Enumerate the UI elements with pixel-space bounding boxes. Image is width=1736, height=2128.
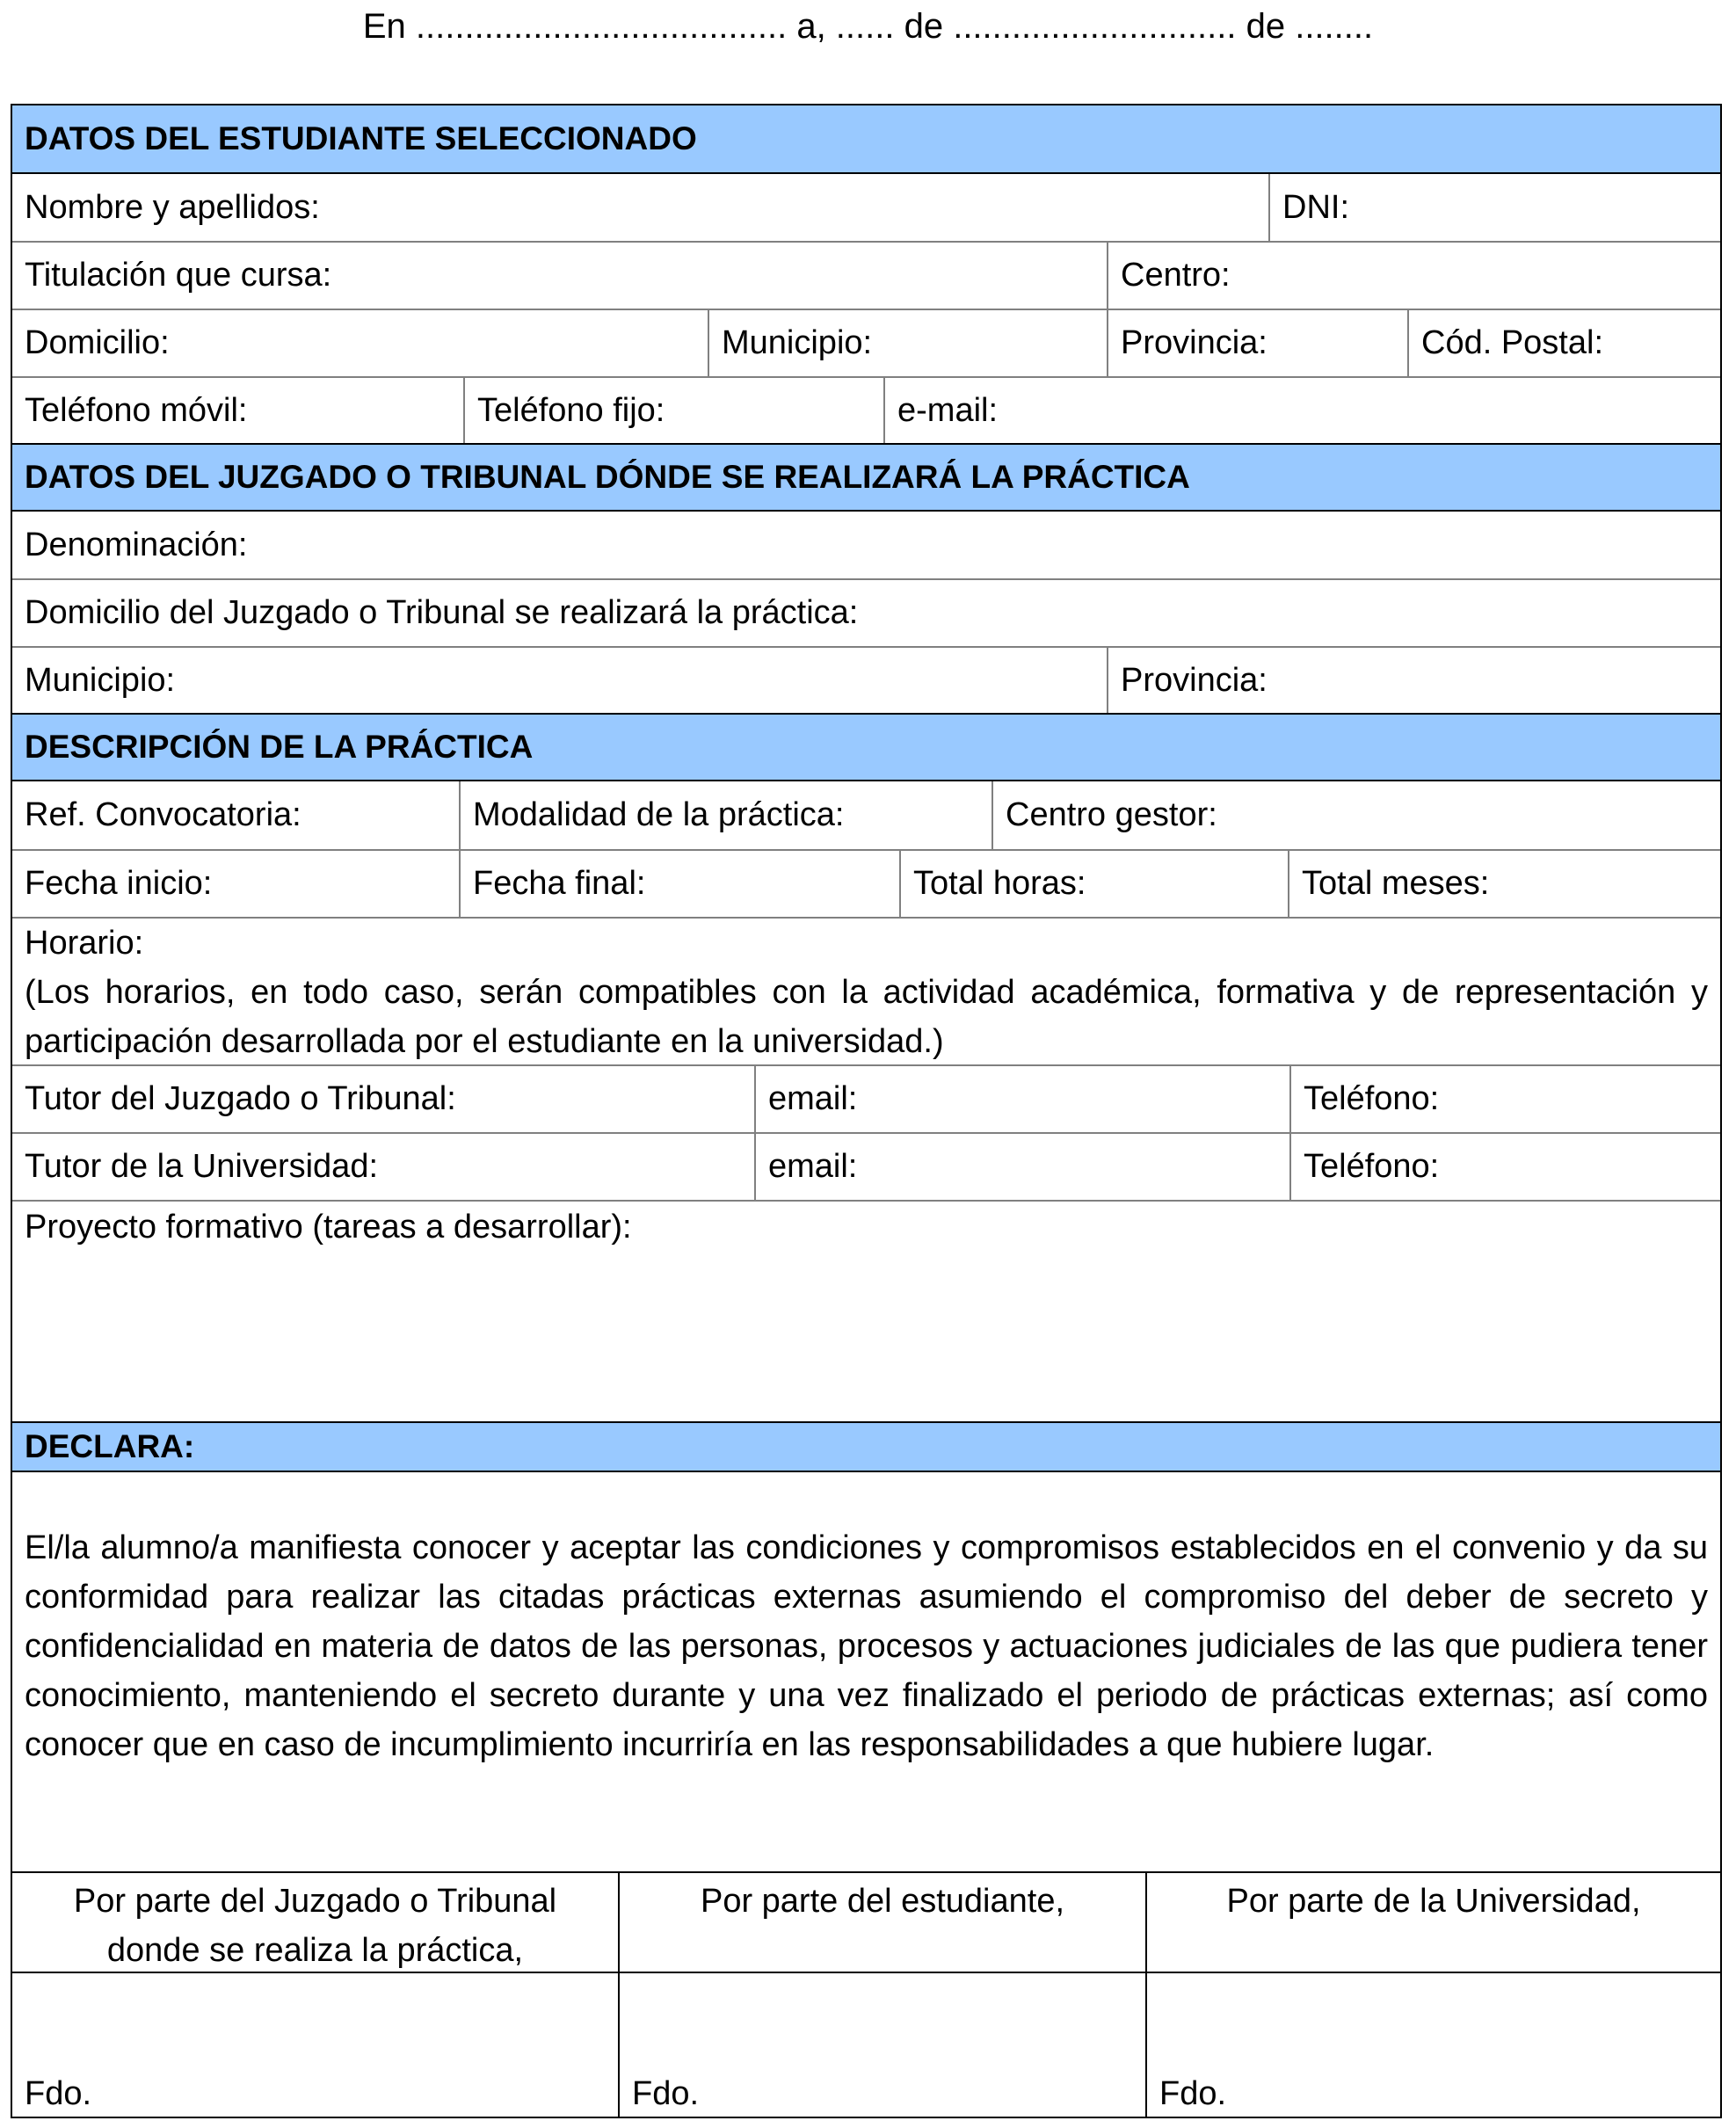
training-project-field[interactable]: Proyecto formativo (tareas a desarrollar): [25,1209,632,1246]
row-degree [12,241,1720,309]
signature-labels-row [12,1871,1720,1972]
postal-code-field[interactable]: Cód. Postal: [1407,310,1720,376]
dateline: En ...................................... a, ...... de ............................. de ........ [362,7,1374,46]
section-header-declare [12,1421,1720,1472]
court-tutor-email-field[interactable]: email: [754,1066,1289,1132]
row-court-address [12,578,1720,646]
court-municipality-field[interactable]: Municipio: [25,661,176,699]
row-call [12,781,1720,849]
university-tutor-email-field[interactable]: email: [754,1134,1289,1200]
dni-field[interactable]: DNI: [1268,174,1720,241]
court-address-field[interactable]: Domicilio del Juzgado o Tribunal se realizará la práctica: [25,594,859,631]
row-dates [12,849,1720,917]
row-name [12,174,1720,241]
call-reference-field[interactable]: Ref. Convocatoria: [25,796,301,833]
university-signature-box[interactable]: Fdo. [1145,1973,1720,2117]
degree-field[interactable]: Titulación que cursa: [25,257,332,294]
row-address [12,309,1720,376]
row-schedule[interactable] [12,917,1720,1064]
declaration-text: El/la alumno/a manifiesta conocer y aceptar las condiciones y compromisos establecidos en el convenio y da su conformidad para realizar las citadas prácticas externas asumiendo el compromiso del deber de secreto y confidencialidad en materia de datos de las personas, procesos y actuaciones judiciales de las que pudiera tener conocimiento, manteniendo el secreto durante y una vez finalizado el periodo de prácticas externas; así como conocer que en caso de incumplimiento incurriría en las responsabilidades a que hubiere lugar. [25,1529,1708,1763]
schedule-label: Horario: [25,925,144,962]
court-province-field[interactable]: Provincia: [1107,648,1720,713]
section-header-student [12,105,1720,174]
court-signature-box[interactable]: Fdo. [25,2075,92,2112]
court-signature-label: Por parte del Juzgado o Tribunal donde se realiza la práctica, [73,1883,557,1969]
court-tutor-field[interactable]: Tutor del Juzgado o Tribunal: [25,1080,456,1117]
university-tutor-phone-field[interactable]: Teléfono: [1289,1134,1720,1200]
row-court-location [12,646,1720,713]
row-contact [12,376,1720,443]
municipality-field[interactable]: Municipio: [708,310,1107,376]
practice-modality-field[interactable]: Modalidad de la práctica: [459,781,991,849]
row-court-tutor [12,1064,1720,1132]
schedule-note: (Los horarios, en todo caso, serán compatibles con la actividad académica, formativa y de representación y participación desarrollada por el estudiante en la universidad.) [25,974,1708,1060]
section-title-court: DATOS DEL JUZGADO O TRIBUNAL DÓNDE SE REALIZARÁ LA PRÁCTICA [25,459,1190,495]
section-title-practice: DESCRIPCIÓN DE LA PRÁCTICA [25,729,534,765]
row-training-project [12,1200,1720,1421]
row-university-tutor [12,1132,1720,1200]
university-signature-label: Por parte de la Universidad, [1145,1873,1720,1972]
section-header-practice [12,713,1720,781]
province-field[interactable]: Provincia: [1107,310,1407,376]
student-email-field[interactable]: e-mail: [883,378,1720,443]
section-title-declare: DECLARA: [25,1428,195,1464]
court-name-field[interactable]: Denominación: [25,526,248,563]
total-hours-field[interactable]: Total horas: [899,851,1288,917]
address-field[interactable]: Domicilio: [25,324,170,361]
court-tutor-phone-field[interactable]: Teléfono: [1289,1066,1720,1132]
start-date-field[interactable]: Fecha inicio: [25,865,213,902]
landline-phone-field[interactable]: Teléfono fijo: [463,378,883,443]
signature-boxes-row [12,1972,1720,2117]
total-months-field[interactable]: Total meses: [1288,851,1720,917]
row-court-name [12,512,1720,578]
end-date-field[interactable]: Fecha final: [459,851,899,917]
university-tutor-field[interactable]: Tutor de la Universidad: [25,1148,379,1185]
section-header-court [12,443,1720,512]
practice-agreement-form [11,104,1722,2118]
mobile-phone-field[interactable]: Teléfono móvil: [25,391,248,429]
declaration-block [12,1472,1720,1871]
section-title-student: DATOS DEL ESTUDIANTE SELECCIONADO [25,120,697,156]
student-signature-box[interactable]: Fdo. [618,1973,1145,2117]
center-field[interactable]: Centro: [1107,243,1720,309]
managing-center-field[interactable]: Centro gestor: [991,781,1720,849]
student-signature-label: Por parte del estudiante, [618,1873,1145,1972]
name-field[interactable]: Nombre y apellidos: [25,188,320,226]
